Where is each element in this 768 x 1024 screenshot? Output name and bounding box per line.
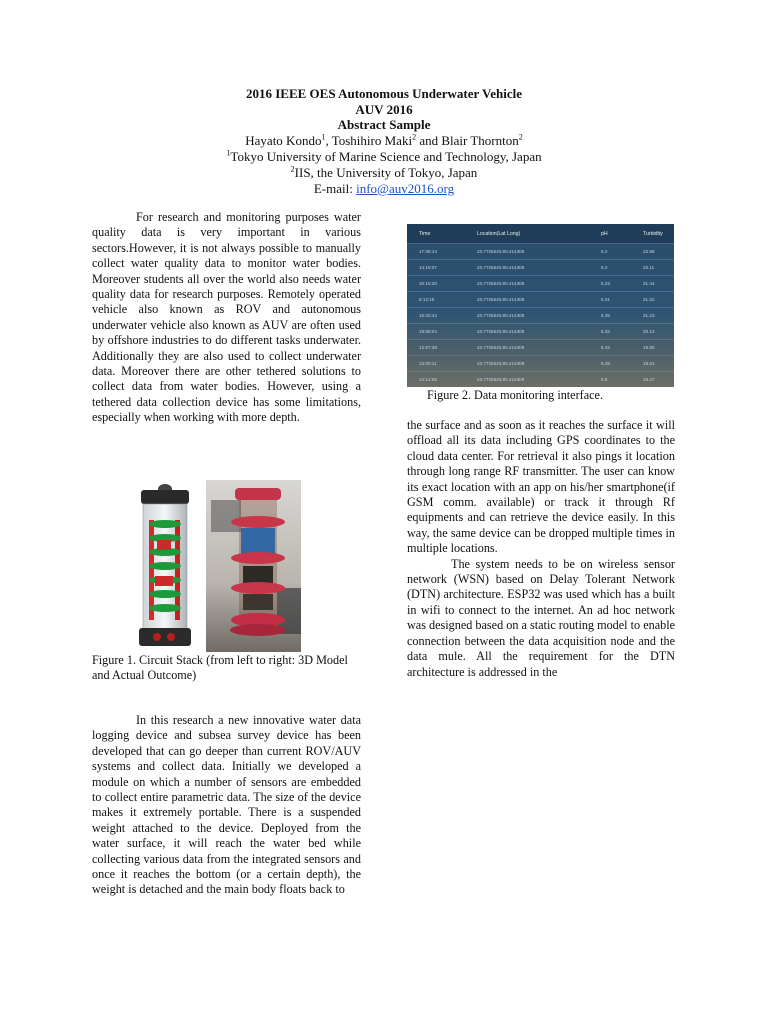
column-header-location: Location(Lat Long) <box>477 230 521 237</box>
abstract-label: Abstract Sample <box>337 117 431 132</box>
cell-time: 14:19:07 <box>419 265 437 270</box>
cell-turbidity: 22.58 <box>643 249 655 254</box>
paragraph-wsn: The system needs to be on wireless sensor network (WSN) based on Delay Tolerant Network (DTN) architecture. ESP32 was used which has a built in wifi to connect to the internet. An ad hoc network was designed based on a static routing model to enable connection between the data acquisition node and the data mule. All the requirement for the DTN architecture is addressed in the <box>407 556 675 679</box>
cell-ph: 5.35 <box>601 313 610 318</box>
column-header-turbidity: Turbidity <box>643 230 663 237</box>
author-1: Hayato Kondo <box>245 132 322 148</box>
cell-ph: 5.32 <box>601 345 610 350</box>
cell-ph: 5.33 <box>601 329 610 334</box>
conference-subtitle: AUV 2016 <box>355 101 413 117</box>
author-line <box>0 133 768 149</box>
cell-time: 13:00:11 <box>419 361 437 366</box>
cell-location: 23.7725540,90.414309 <box>477 297 525 302</box>
cell-ph: 5.31 <box>601 297 610 302</box>
paragraph-intro: For research and monitoring purposes water quality data is very important in various sectors.However, it is not always possible to manually collect water quality data to monitor water bodies. Moreover students all over the world also needs water quality data for research purposes. Remotely operated vehicle also known as ROV and autonomous underwater vehicle also known as AUV are often used by offshore industries to do different tasks underwater. Additionally they are also used to collect underwater data. Moreover there are other tethered solutions to collect data from water bodies. However, using a tethered data collection device has some limitations, especially when working with more depth. <box>92 210 361 425</box>
cell-location: 23.7725540,90.414309 <box>477 249 525 254</box>
cell-location: 23.7725540,90.414309 <box>477 377 525 382</box>
table-row <box>407 243 674 259</box>
cell-location: 23.7725540,90.414309 <box>477 361 525 366</box>
cell-turbidity: 21.44 <box>643 281 655 286</box>
cell-time: 16:20:44 <box>419 313 437 318</box>
cell-time: 12:57:38 <box>419 345 437 350</box>
table-row <box>407 323 674 339</box>
cell-time: 18:58:04 <box>419 329 437 334</box>
cell-location: 23.7725540,90.414309 <box>477 281 525 286</box>
author-2-affil: 2 <box>412 132 417 142</box>
email-line <box>0 181 768 197</box>
paragraph-retrieval: the surface and as soon as it reaches the surface it will offload all its data including GPS coordinates to the cloud data center. For retrieval it also pings it location through long range RF transmitter. The user can know its exact location with an app on his/her smartphone(if GSM comm. available) or track it through Rf equipments and can retrieve the device easily. In this way, the same device can be dropped multiple times in multiple locations. <box>407 418 675 556</box>
cell-ph: 5.2 <box>601 265 608 270</box>
email-label: E-mail: <box>313 180 357 196</box>
figure-1-image <box>127 480 301 652</box>
cell-turbidity: 22.11 <box>643 265 655 270</box>
author-1-affil: 1 <box>321 132 326 142</box>
author-3: and Blair Thornton <box>416 132 519 148</box>
left-column-top <box>92 210 361 426</box>
affiliation-2-text: IIS, the University of Tokyo, Japan <box>294 164 478 180</box>
right-column <box>407 418 675 680</box>
table-header <box>407 224 674 243</box>
table-row <box>407 355 674 371</box>
table-row <box>407 259 674 275</box>
cell-ph: 5.5 <box>601 377 608 382</box>
author-2: , Toshihiro Maki <box>325 132 413 148</box>
affiliation-1 <box>0 149 768 165</box>
paragraph-research: In this research a new innovative water data logging device and subsea survey device has been developed that can go deeper than current ROV/AUV systems and collect data. Initially we developed a module on which a number of sensors are embedded to collect entire parametric data. The size of the device makes it extremely portable. There is a suspended weight attached to the device. Deployed from the water surface, it will reach the water bed while collecting various data from the integrated sensors and once it reaches the bottom (or a certain depth), the weight is detached and the main body floats back to <box>92 713 361 897</box>
affiliation-2-mark: 2 <box>290 164 295 174</box>
cell-location: 23.7725540,90.414309 <box>477 329 525 334</box>
cell-turbidity: 19.85 <box>643 345 655 350</box>
cell-ph: 5.23 <box>601 281 610 286</box>
affiliation-2 <box>0 165 768 181</box>
column-header-time: Time <box>419 230 431 237</box>
cell-ph: 5.28 <box>601 361 610 366</box>
cell-turbidity: 19.61 <box>643 361 655 366</box>
author-3-affil: 2 <box>518 132 523 142</box>
table-row <box>407 307 674 323</box>
affiliation-1-text: Tokyo University of Marine Science and Technology, Japan <box>230 148 542 164</box>
table-row <box>407 339 674 355</box>
cell-time: 10:15:20 <box>419 281 437 286</box>
affiliation-1-mark: 1 <box>226 148 231 158</box>
conference-title: 2016 IEEE OES Autonomous Underwater Vehicle <box>245 86 523 101</box>
cell-turbidity: 19.47 <box>643 377 655 382</box>
cell-turbidity: 21.23 <box>643 313 655 318</box>
cell-time: 17:36:14 <box>419 249 437 254</box>
cell-turbidity: 20.12 <box>643 329 655 334</box>
table-row <box>407 371 674 387</box>
figure-2-caption: Figure 2. Data monitoring interface. <box>427 388 603 402</box>
cell-location: 23.7725540,90.414309 <box>477 265 525 270</box>
cell-location: 23.7725540,90.414309 <box>477 313 525 318</box>
cell-ph: 5.2 <box>601 249 608 254</box>
figure-1-circuit-stack <box>127 480 301 652</box>
table-row <box>407 275 674 291</box>
paper-header <box>0 86 768 197</box>
column-header-ph: pH <box>601 230 608 237</box>
figure-2-data-monitoring-table <box>407 224 674 387</box>
left-column-bottom <box>92 713 361 898</box>
figure-1-caption: Figure 1. Circuit Stack (from left to right: 3D Model and Actual Outcome) <box>92 653 348 683</box>
email-link[interactable]: info@auv2016.org <box>356 180 455 196</box>
cell-time: 14:14:08 <box>419 377 437 382</box>
table-row <box>407 291 674 307</box>
cell-turbidity: 21.32 <box>643 297 655 302</box>
cell-time: 8:12:15 <box>419 297 435 302</box>
cell-location: 23.7725540,90.414309 <box>477 345 525 350</box>
